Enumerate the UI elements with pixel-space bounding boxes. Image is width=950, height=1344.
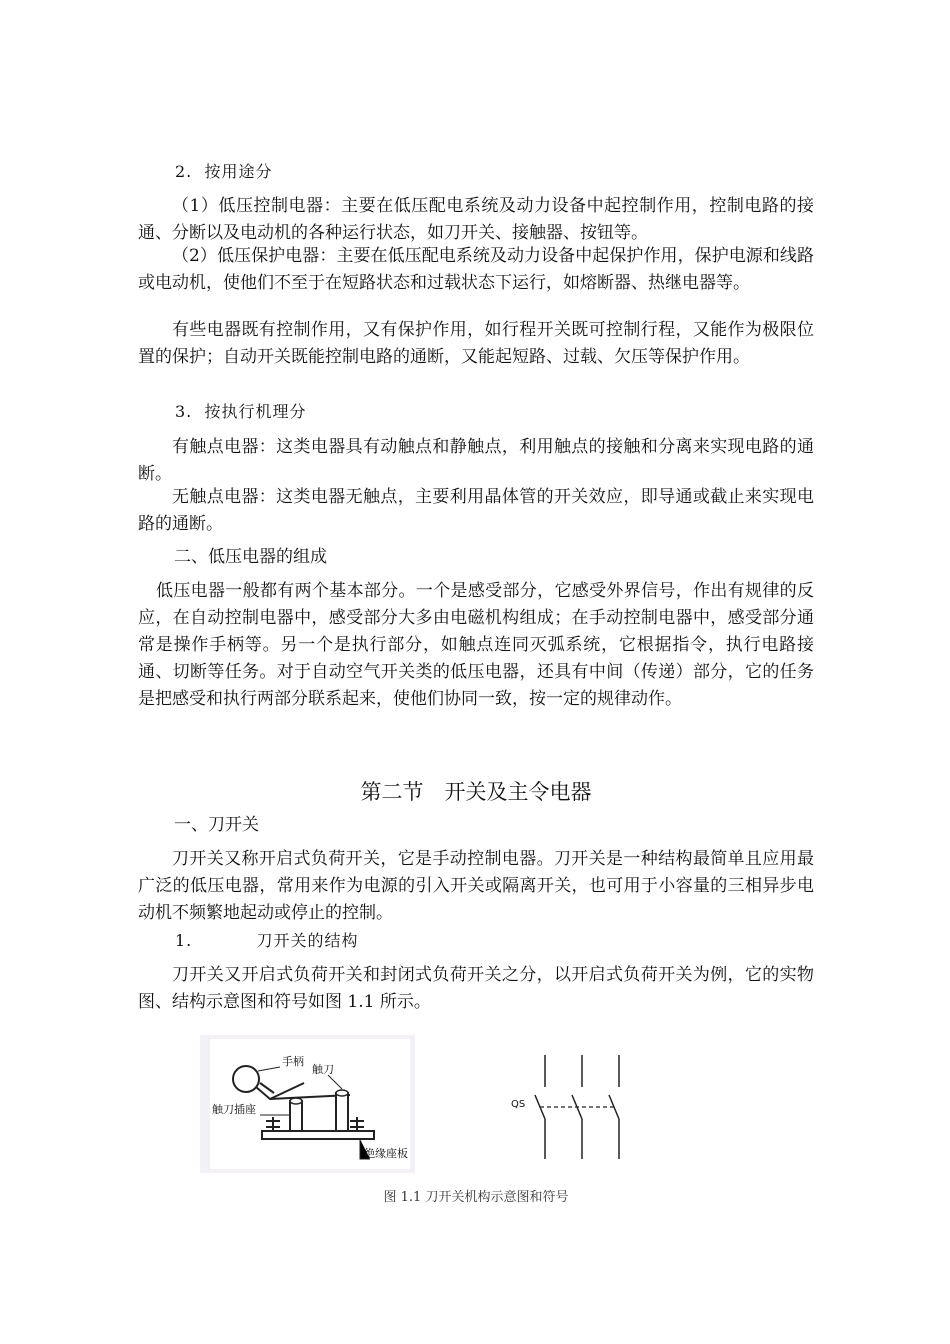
- paragraph-composition: 低压电器一般都有两个基本部分。一个是感受部分，它感受外界信号，作出有规律的反应，在自动控制电器中，感受部分大多由电磁机构组成；在手动控制电器中，感受部分通常是操作手柄等。另一个是执行部分，如触点连同灭弧系统，它根据指令，执行电路接通、切断等任务。对于自动空气开关类的低压电器，还具有中间（传递）部分，它的任务是把感受和执行两部分联系起来，使他们协同一致，按一定的规律动作。: [138, 581, 814, 709]
- paragraph-protection-devices: （2）低压保护电器：主要在低压配电系统及动力设备中起保护作用，保护电源和线路或电动机，使他们不至于在短路状态和过载状态下运行，如熔断器、热继电器等。: [138, 246, 814, 293]
- knife-switch-structure-diagram: [200, 1035, 415, 1173]
- subheading-structure: [138, 929, 814, 953]
- subheading-title: 按用途分: [204, 162, 273, 181]
- label-handle: 手柄: [282, 1055, 304, 1068]
- heading-knife-switch: 一、刀开关: [174, 815, 259, 835]
- paragraph-knife-switch-types: 刀开关又开启式负荷开关和封闭式负荷开关之分，以开启式负荷开关为例，它的实物图、结构示意图和符号如图 1.1 所示。: [138, 965, 814, 1012]
- subheading-title: 按执行机理分: [204, 402, 307, 421]
- subheading-title: 刀开关的结构: [256, 931, 359, 950]
- label-blade: 触刀: [312, 1063, 334, 1076]
- paragraph-dual-function: 有些电器既有控制作用，又有保护作用，如行程开关既可控制行程，又能作为极限位置的保护；自动开关既能控制电路的通断，又能起短路、过载、欠压等保护作用。: [138, 320, 814, 367]
- heading-composition: 二、低压电器的组成: [174, 547, 327, 567]
- paragraph-knife-switch-intro: 刀开关又称开启式负荷开关，它是手动控制电器。刀开关是一种结构最简单且应用最广泛的低压电器，常用来作为电源的引入开关或隔离开关，也可用于小容量的三相异步电动机不频繁地起动或停止的控制。: [138, 849, 814, 923]
- figure-caption: 图 1.1 刀开关机构示意图和符号: [383, 1190, 569, 1205]
- section-title: 第二节 开关及主令电器: [360, 780, 592, 804]
- paragraph-control-devices: （1）低压控制电器：主要在低压配电系统及动力设备中起控制作用，控制电路的接通、分断以及电动机的各种运行状态，如刀开关、接触器、按钮等。: [138, 196, 814, 243]
- subheading-number: 3.: [175, 402, 193, 421]
- subheading-number: 2.: [175, 162, 193, 181]
- knife-switch-symbol: [505, 1035, 640, 1170]
- subheading-number: 1.: [175, 931, 193, 950]
- label-socket: 触刀插座: [212, 1103, 256, 1116]
- paragraph-contactless-devices: 无触点电器：这类电器无触点，主要利用晶体管的开关效应，即导通或截止来实现电路的通断。: [138, 487, 814, 534]
- subheading-by-mechanism: [138, 400, 814, 424]
- paragraph-contact-devices: 有触点电器：这类电器具有动触点和静触点，利用触点的接触和分离来实现电路的通断。: [138, 437, 814, 484]
- label-qs: QS: [511, 1099, 526, 1110]
- label-base: 绝缘座板: [364, 1147, 408, 1160]
- subheading-by-purpose: [138, 160, 814, 184]
